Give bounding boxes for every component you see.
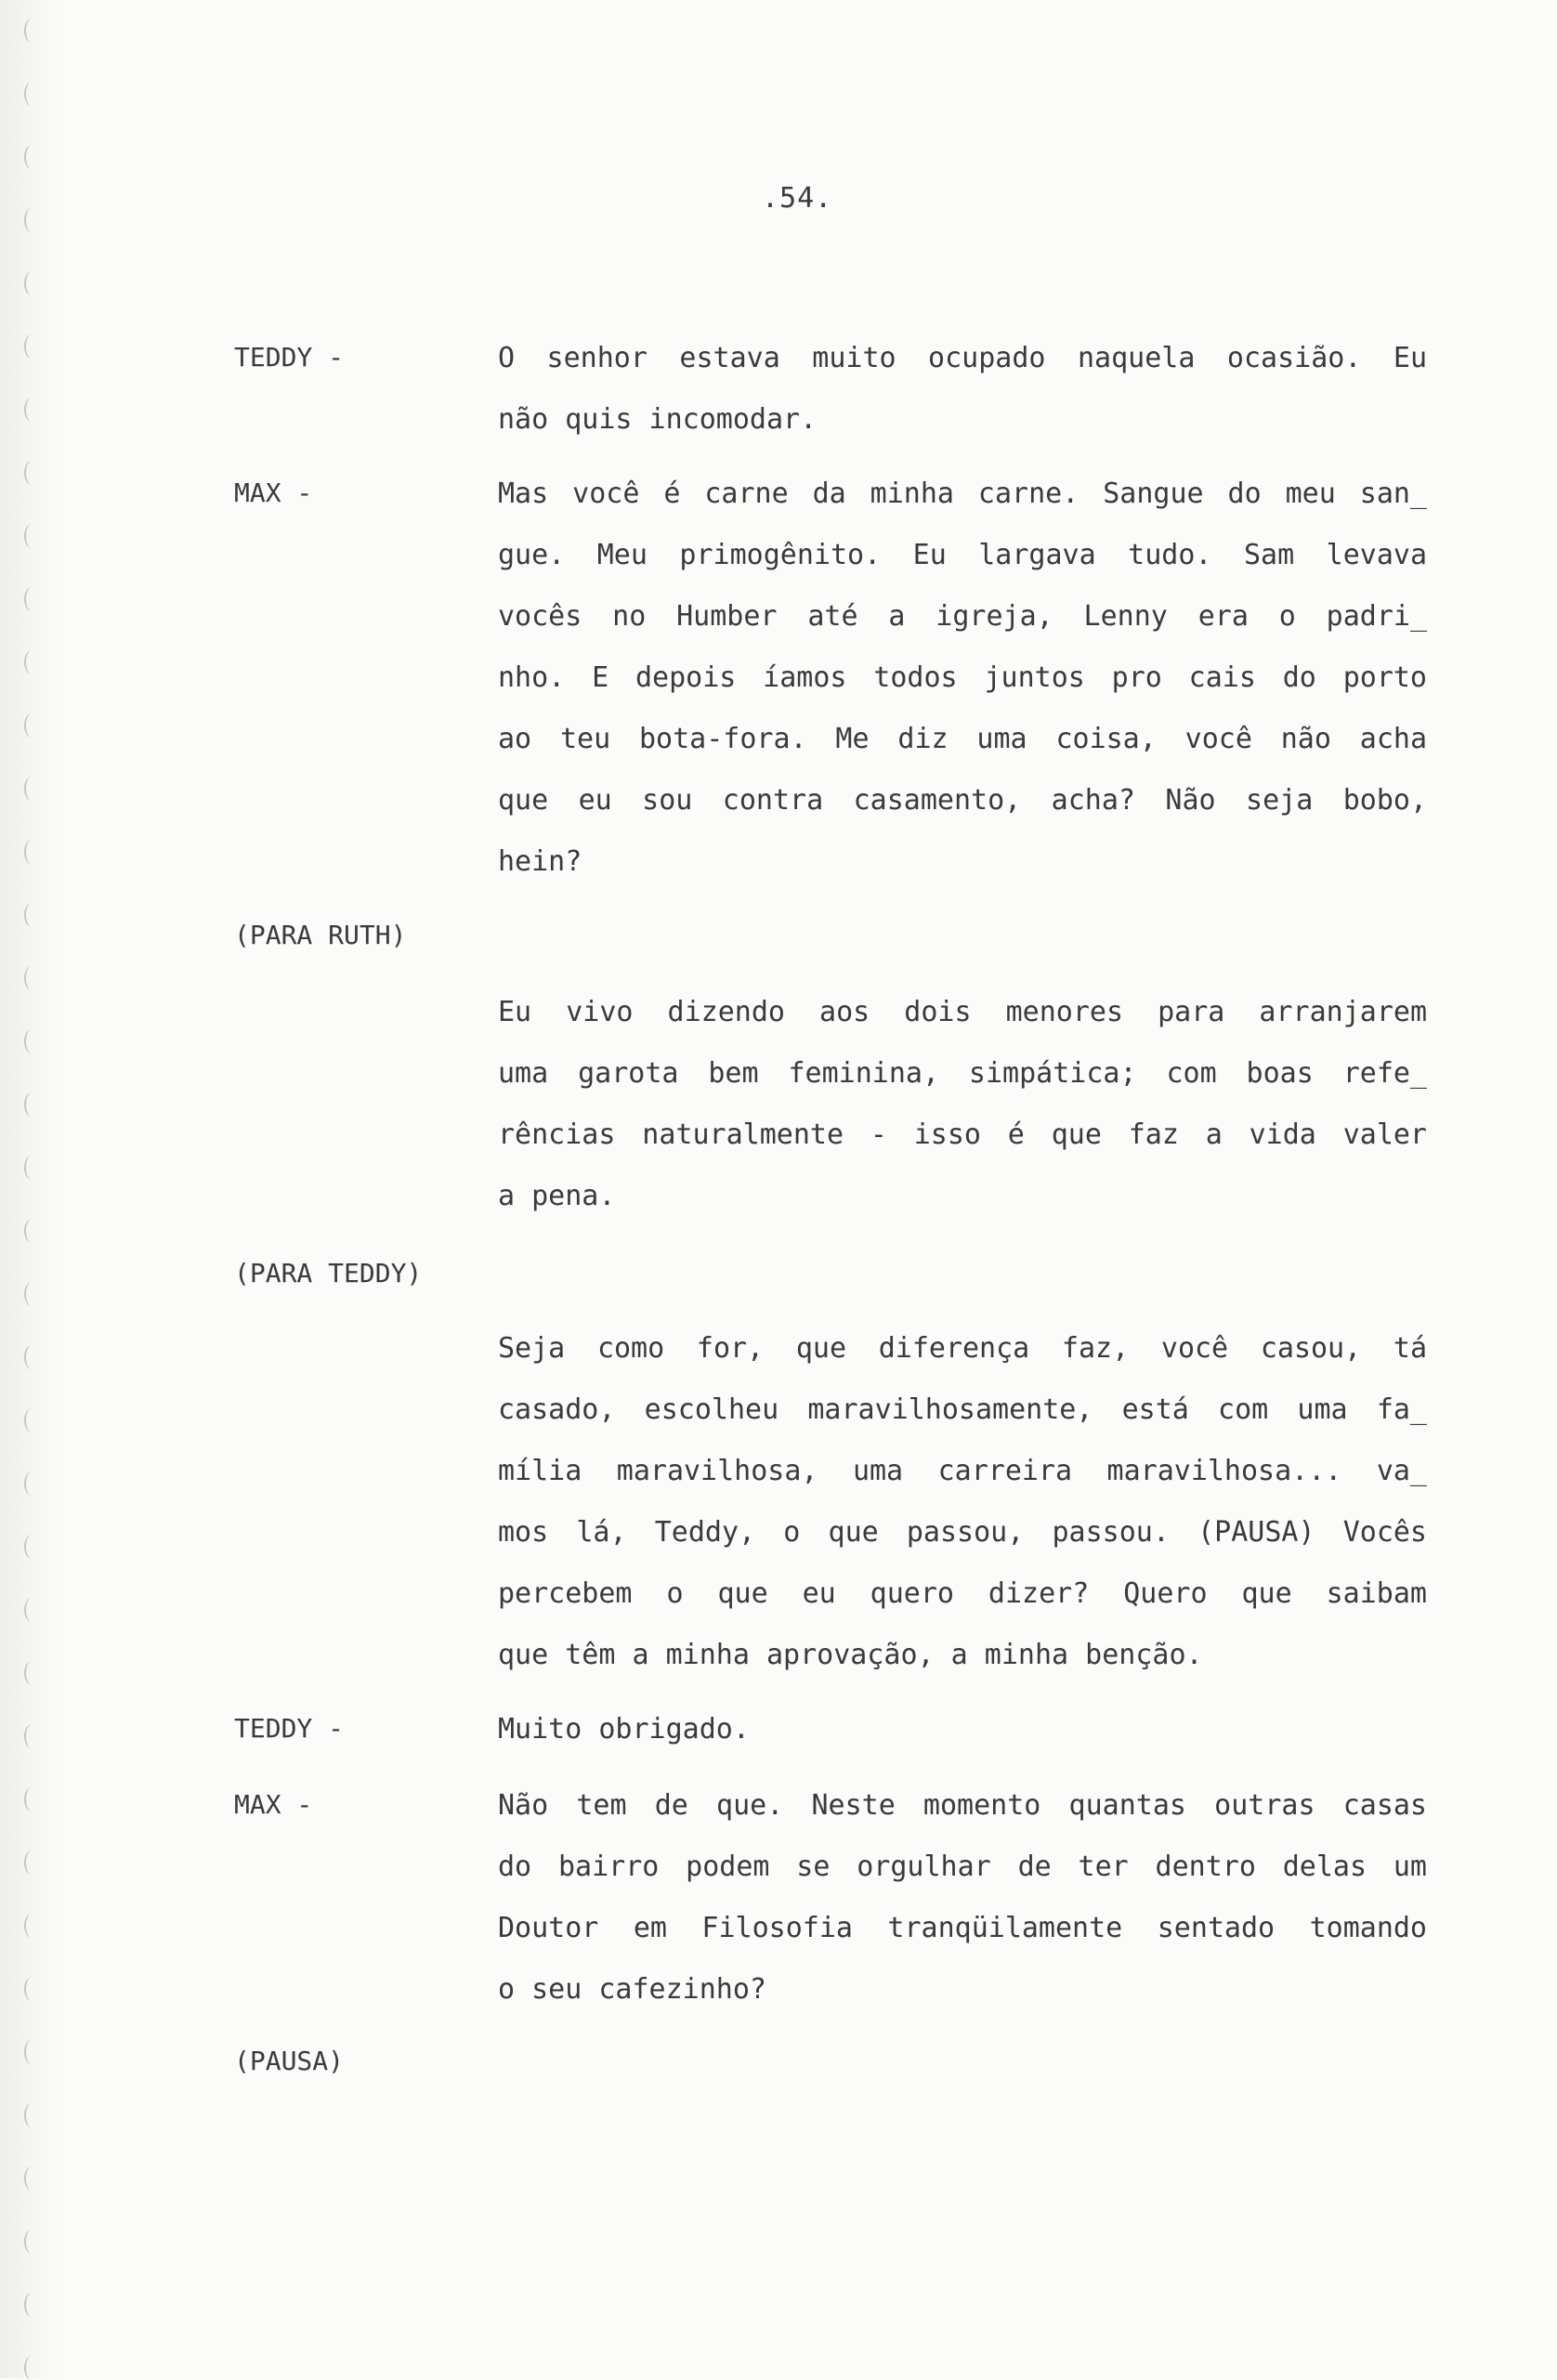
- dialogue-line: mília maravilhosa, uma carreira maravilhosa... va_: [498, 1455, 1427, 1487]
- binding-hole: [24, 271, 39, 295]
- dialogue-line: gue. Meu primogênito. Eu largava tudo. Sam levava: [498, 539, 1427, 571]
- binding-hole: [24, 2103, 39, 2127]
- binding-hole: [24, 840, 39, 864]
- dialogue-line: Muito obrigado.: [498, 1713, 750, 1746]
- binding-hole: [24, 1471, 39, 1496]
- binding-hole: [24, 713, 39, 738]
- stage-direction: (PAUSA): [234, 2046, 345, 2076]
- dialogue-line: vocês no Humber até a igreja, Lenny era o padri_: [498, 600, 1427, 633]
- binding-hole: [24, 2040, 39, 2064]
- dialogue-line: rências naturalmente - isso é que faz a vida valer: [498, 1118, 1427, 1151]
- dialogue-line: Eu vivo dizendo aos dois menores para arranjarem: [498, 996, 1427, 1028]
- binding-hole: [24, 650, 39, 674]
- binding-hole: [24, 1850, 39, 1875]
- dialogue-line: hein?: [498, 845, 582, 878]
- dialogue-line: o seu cafezinho?: [498, 1973, 766, 2006]
- speaker-label: TEDDY -: [234, 1713, 345, 1744]
- dialogue-line: do bairro podem se orgulhar de ter dentro delas um: [498, 1850, 1427, 1883]
- dialogue-line: que têm a minha aprovação, a minha benção.: [498, 1639, 1203, 1671]
- binding-hole: [24, 1914, 39, 1938]
- binding-hole: [24, 1977, 39, 2001]
- binding-hole: [24, 334, 39, 359]
- binding-hole: [24, 1345, 39, 1369]
- binding-hole: [24, 1535, 39, 1559]
- dialogue-line: ao teu bota-fora. Me diz uma coisa, você não acha: [498, 723, 1427, 755]
- speaker-label: MAX -: [234, 1789, 313, 1820]
- stage-direction: (PARA RUTH): [234, 920, 407, 950]
- dialogue-line: Doutor em Filosofia tranqüilamente sentado tomando: [498, 1912, 1427, 1944]
- binding-hole: [24, 2356, 39, 2380]
- dialogue-line: não quis incomodar.: [498, 403, 818, 436]
- binding-hole: [24, 1156, 39, 1180]
- dialogue-line: O senhor estava muito ocupado naquela ocasião. Eu: [498, 342, 1427, 374]
- dialogue-line: Seja como for, que diferença faz, você casou, tá: [498, 1332, 1427, 1365]
- dialogue-line: mos lá, Teddy, o que passou, passou. (PAUSA) Vocês: [498, 1516, 1427, 1549]
- speaker-label: MAX -: [234, 477, 313, 508]
- binding-hole: [24, 1219, 39, 1243]
- binding-hole: [24, 1408, 39, 1432]
- binding-hole: [24, 903, 39, 927]
- dialogue-line: que eu sou contra casamento, acha? Não seja bobo,: [498, 784, 1427, 817]
- binding-hole: [24, 2166, 39, 2190]
- dialogue-line: Não tem de que. Neste momento quantas outras casas: [498, 1789, 1427, 1822]
- binding-hole: [24, 1724, 39, 1748]
- dialogue-line: nho. E depois íamos todos juntos pro cais do porto: [498, 661, 1427, 694]
- dialogue-line: Mas você é carne da minha carne. Sangue do meu san_: [498, 477, 1427, 510]
- binding-hole: [24, 2293, 39, 2317]
- binding-hole: [24, 1282, 39, 1306]
- binding-hole: [24, 19, 39, 43]
- dialogue-line: casado, escolheu maravilhosamente, está com uma fa_: [498, 1393, 1427, 1426]
- dialogue-line: percebem o que eu quero dizer? Quero que saibam: [498, 1577, 1427, 1610]
- binding-hole: [24, 82, 39, 106]
- binding-hole: [24, 145, 39, 169]
- binding-hole: [24, 2230, 39, 2254]
- binding-hole: [24, 966, 39, 990]
- stage-direction: (PARA TEDDY): [234, 1258, 423, 1288]
- binding-hole: [24, 524, 39, 548]
- speaker-label: TEDDY -: [234, 342, 345, 373]
- binding-hole: [24, 1092, 39, 1117]
- binding-hole: [24, 461, 39, 485]
- binding-hole: [24, 1029, 39, 1053]
- binding-holes: [17, 0, 54, 2378]
- binding-hole: [24, 1661, 39, 1685]
- binding-hole: [24, 208, 39, 232]
- binding-hole: [24, 777, 39, 801]
- binding-hole: [24, 1598, 39, 1622]
- binding-hole: [24, 1787, 39, 1811]
- dialogue-line: a pena.: [498, 1180, 616, 1212]
- binding-hole: [24, 587, 39, 611]
- page-number: .54.: [762, 182, 833, 215]
- dialogue-line: uma garota bem feminina, simpática; com boas refe_: [498, 1057, 1427, 1090]
- binding-hole: [24, 398, 39, 422]
